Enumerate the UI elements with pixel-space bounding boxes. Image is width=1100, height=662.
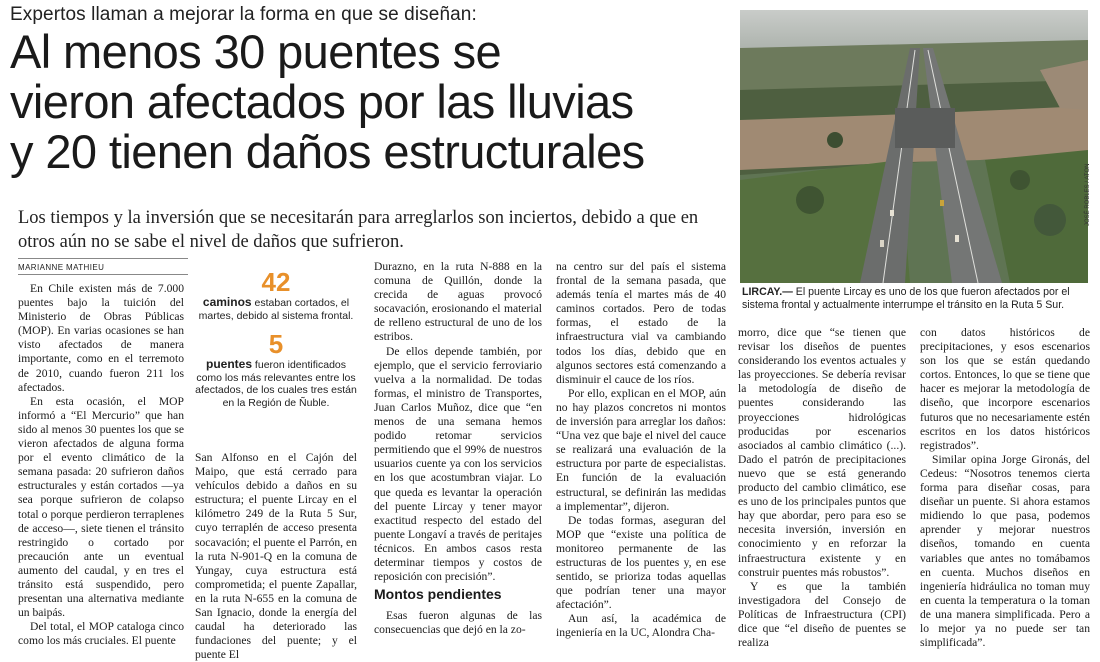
paragraph: Similar opina Jorge Gironás, del Cedeus: “Nosotros tenemos cierta forma para diseñar cosas, para diseñar un puente. Si ahora estamos midiendo lo que pasa, podemos aprender y mejorar nuestros diseños, tomando en cuenta variables que antes no tomábamos en cuenta. Muchos diseños en ingeniería hidráulica no toman muy en cuenta la temperatura o la toman de una manera simplificada. Pero a lo mejor ya no puede ser tan simplificada”. <box>920 452 1090 650</box>
paragraph: na centro sur del país el sistema frontal de la semana pasada, que además tenía el martes más de 40 caminos cortados. Pero de todas formas, el estado de la infraestructura vial va cambiando todos los días, debido que en algunos sectores está comenzando a disminuir el cauce de los ríos. <box>556 260 726 386</box>
paragraph: De ellos depende también, por ejemplo, que el servicio ferroviario vuelva a la normalidad. De todas formas, el ministro de Transportes, Juan Carlos Muñoz, dice que “en menos de una semana hemos podido retomar servicios permitiendo que el 99% de nuestros usuarios cuente ya con los servicios en los que acostumbran viajar. Lo que queda es levantar la operación del puente Lircay y tener mayor exactitud respecto del estado del puente Longaví a través de peritajes técnicos. En ambos casos resta determinar tiempos y costos de reposición con precisión”. <box>374 344 542 584</box>
byline-rule <box>18 274 188 275</box>
paragraph: San Alfonso en el Cajón del Maipo, que está cerrado para vehículos debido a daños en su estructura; el puente Lircay en el kilómetro 249 de la Ruta 5 Sur, cuyo terraplén de acceso presenta socavación; el puente el Parrón, en la ruta N-901-Q en la comuna de Yungay, cuya estructura está comprometida; el puente Zapallar, en la ruta N-655 en la comuna de San Ignacio, donde la energía del caudal ha deteriorado las fundaciones del puente; y el puente El <box>195 451 357 662</box>
headline-line: y 20 tienen daños estructurales <box>10 125 645 178</box>
deck: Los tiempos y la inversión que se necesitarán para arreglarlos son inciertos, debido a que en otros aún no se sabe el nivel de daños que sufrieron. <box>18 208 699 252</box>
paragraph: De todas formas, aseguran del MOP que “existe una política de monitoreo permanente de las estructuras de los puentes y, en ese sentido, se prioriza todas aquellas que podrían tener una mayor afectación”. <box>556 513 726 612</box>
paragraph: En esta ocasión, el MOP informó a “El Mercurio” que han sido al menos 30 puentes los que se vieron afectados de alguna forma por el evento climático de la semana pasada: 20 sufrieron daños estructurales y están cortados —ya sea porque sufrieron de colapso total o porque perdieron terraplenes de acceso—, siete tienen el tránsito restringido o cortado por precaución ante un eventual aumento del caudal, y en tres el tránsito está suspendido, pero presentan una alternativa mediante un baipás. <box>18 394 184 620</box>
headline-line: vieron afectados por las lluvias <box>10 75 634 128</box>
article-column-3 <box>374 260 542 637</box>
stat-text <box>195 296 357 322</box>
article-column-1 <box>18 282 184 648</box>
paragraph: Aun así, la académica de ingeniería en la UC, Alondra Cha- <box>556 612 726 640</box>
subheading: Montos pendientes <box>374 586 502 603</box>
caption-label: LIRCAY.— <box>742 286 793 298</box>
headline <box>10 27 735 177</box>
stat-number: 42 <box>261 267 291 297</box>
stats-box <box>195 268 357 409</box>
bridge-photo <box>740 10 1088 283</box>
headline-line: Al menos 30 puentes se <box>10 25 502 78</box>
stat-number: 5 <box>268 329 284 359</box>
paragraph: Durazno, en la ruta N-888 en la comuna de Quillón, donde la crecida de aguas provocó socavación, erosionando el material de relleno estructural de uno de los estribos. <box>374 260 542 344</box>
stat-label: puentes <box>206 357 253 371</box>
byline: MARIANNE MATHIEU <box>18 263 105 272</box>
byline-rule <box>18 258 188 259</box>
article-column-5 <box>738 326 906 650</box>
paragraph: En Chile existen más de 7.000 puentes bajo la tuición del Ministerio de Obras Públicas (MOP). En varias ocasiones se han visto afectados de manera importante, como en el terremoto de 2010, cuando fueron 211 los afectados. <box>18 282 184 394</box>
stat-label: caminos <box>202 295 252 309</box>
paragraph: morro, dice que “se tienen que revisar los diseños de puentes considerando los eventos actuales y las proyecciones. Se debería revisar la metodología de diseño de puentes considerando las proyecciones hidrológicas producidas por escenarios asociados al cambio climático (...). Dado el patrón de precipitaciones nuevo que se está generando producto del cambio climático, ese es uno de los principales puntos que hay que abordar, pero para eso se necesita inversión, inversión en conocimiento y en reforzar la infraestructura existente y en construir puentes más robustos”. <box>738 326 906 579</box>
article-column-6 <box>920 326 1090 650</box>
stat-text <box>195 358 357 409</box>
paragraph: con datos históricos de precipitaciones, y esos escenarios son los que se están quedando cortos. Entonces, lo que se tiene que hacer es mejorar la metodología de diseño, que incorpore escenarios futuros que no necesariamente estén escritos en los datos históricos registrados”. <box>920 326 1090 452</box>
paragraph: Del total, el MOP cataloga cinco como los más cruciales. El puente <box>18 620 184 648</box>
article-column-4 <box>556 260 726 641</box>
caption-text: El puente Lircay es uno de los que fueron afectados por el sistema frontal y actualmente interrumpe el tránsito en la Ruta 5 Sur. <box>742 286 1070 311</box>
paragraph: Esas fueron algunas de las consecuencias que dejó en la zo- <box>374 609 542 637</box>
photo-credit: JOSÉ ROBLES / ATON <box>1085 163 1091 226</box>
stat-description: estaban cortados, el martes, debido al sistema frontal. <box>198 297 354 322</box>
stat-description: fueron identificados como los más relevantes entre los afectados, de los cuales tres están en la Región de Ñuble. <box>195 359 357 409</box>
photo-caption <box>742 286 1087 312</box>
paragraph: Y es que la también investigadora del Consejo de Políticas de Infraestructura (CPI) dice que “el diseño de puentes se realiza <box>738 579 906 650</box>
aerial-photo-illustration <box>740 10 1088 283</box>
article-column-2 <box>195 451 357 662</box>
paragraph: Por ello, explican en el MOP, aún no hay plazos concretos ni montos de inversión para arreglar los daños: “Una vez que baje el nivel del cauce se realizará una evaluación de la estructura por parte de especialistas. En función de la evaluación estructural, se definirán las medidas a implementar”, dijeron. <box>556 386 726 513</box>
kicker: Expertos llaman a mejorar la forma en que se diseñan: <box>10 4 477 25</box>
